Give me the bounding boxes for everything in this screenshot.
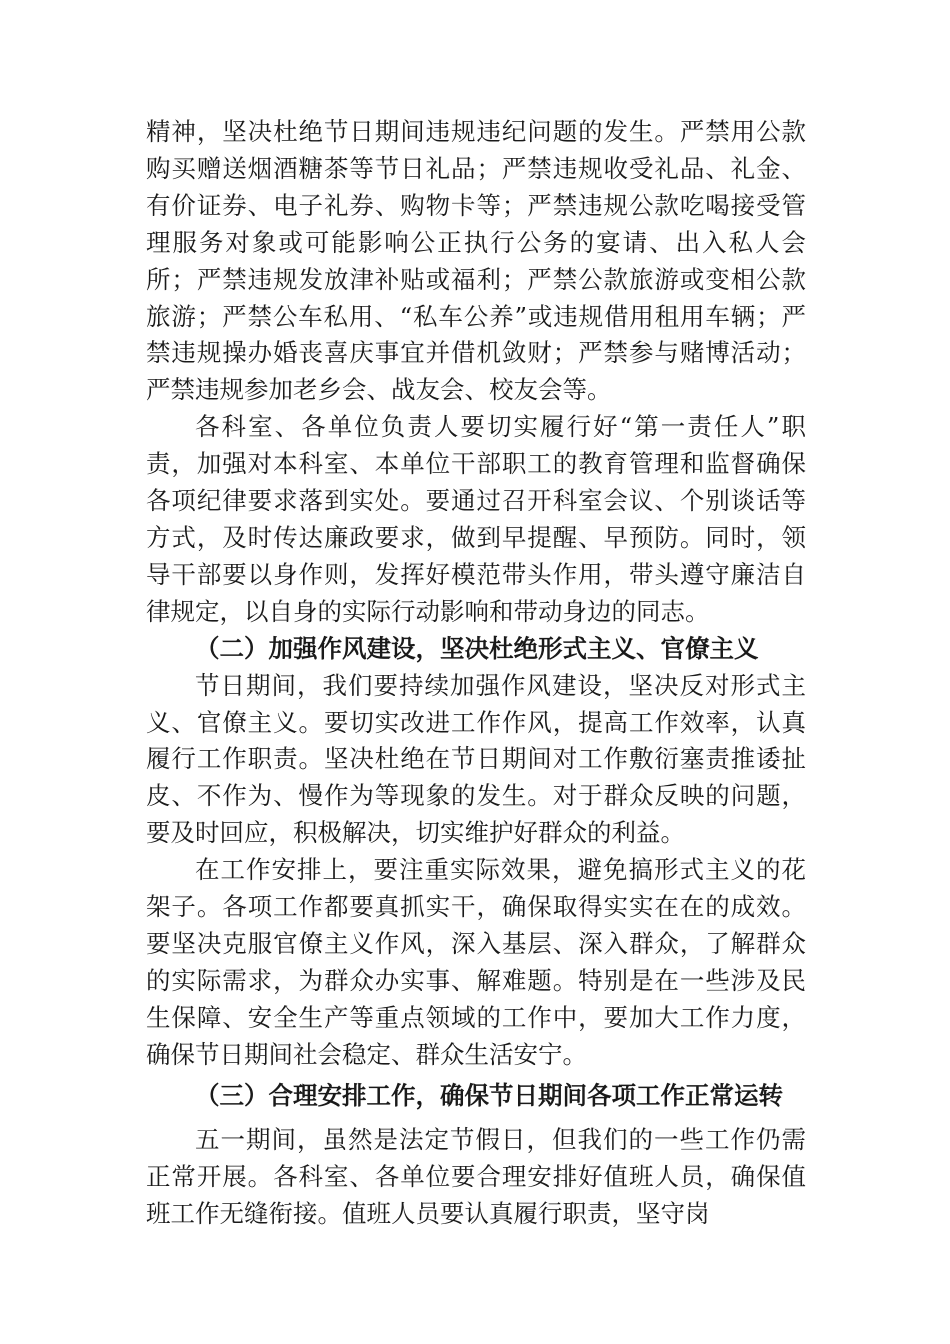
section-heading-2: （二）加强作风建设，坚决杜绝形式主义、官僚主义 <box>195 633 759 663</box>
section-heading-3: （三）合理安排工作，确保节日期间各项工作正常运转 <box>195 1080 783 1110</box>
document-page <box>146 114 806 1233</box>
body-paragraph-1: 精神，坚决杜绝节日期间违规违纪问题的发生。严禁用公款购买赠送烟酒糖茶等节日礼品；严禁违规收受礼品、礼金、有价证券、电子礼券、购物卡等；严禁违规公款吃喝接受管理服务对象或可能影响公正执行公务的宴请、出入私人会所；严禁违规发放津补贴或福利；严禁公款旅游或变相公款旅游；严禁公车私用、“私车公养”或违规借用租用车辆；严禁违规操办婚丧喜庆事宜并借机敛财；严禁参与赌博活动；严禁违规参加老乡会、战友会、校友会等。 <box>146 117 806 405</box>
body-paragraph-3: 节日期间，我们要持续加强作风建设，坚决反对形式主义、官僚主义。要切实改进工作作风，提高工作效率，认真履行工作职责。坚决杜绝在节日期间对工作敷衍塞责推诿扯皮、不作为、慢作为等现象的发生。对于群众反映的问题，要及时回应，积极解决，切实维护好群众的利益。 <box>146 670 806 848</box>
body-paragraph-5: 五一期间，虽然是法定节假日，但我们的一些工作仍需正常开展。各科室、各单位要合理安排好值班人员，确保值班工作无缝衔接。值班人员要认真履行职责，坚守岗 <box>146 1125 806 1229</box>
body-paragraph-2: 各科室、各单位负责人要切实履行好“第一责任人”职责，加强对本科室、本单位干部职工的教育管理和监督确保各项纪律要求落到实处。要通过召开科室会议、个别谈话等方式，及时传达廉政要求，做到早提醒、早预防。同时，领导干部要以身作则，发挥好模范带头作用，带头遵守廉洁自律规定，以自身的实际行动影响和带动身边的同志。 <box>146 412 806 626</box>
body-paragraph-4: 在工作安排上，要注重实际效果，避免搞形式主义的花架子。各项工作都要真抓实干，确保取得实实在在的成效。要坚决克服官僚主义作风，深入基层、深入群众，了解群众的实际需求，为群众办实事、解难题。特别是在一些涉及民生保障、安全生产等重点领域的工作中，要加大工作力度，确保节日期间社会稳定、群众生活安宁。 <box>146 855 806 1069</box>
